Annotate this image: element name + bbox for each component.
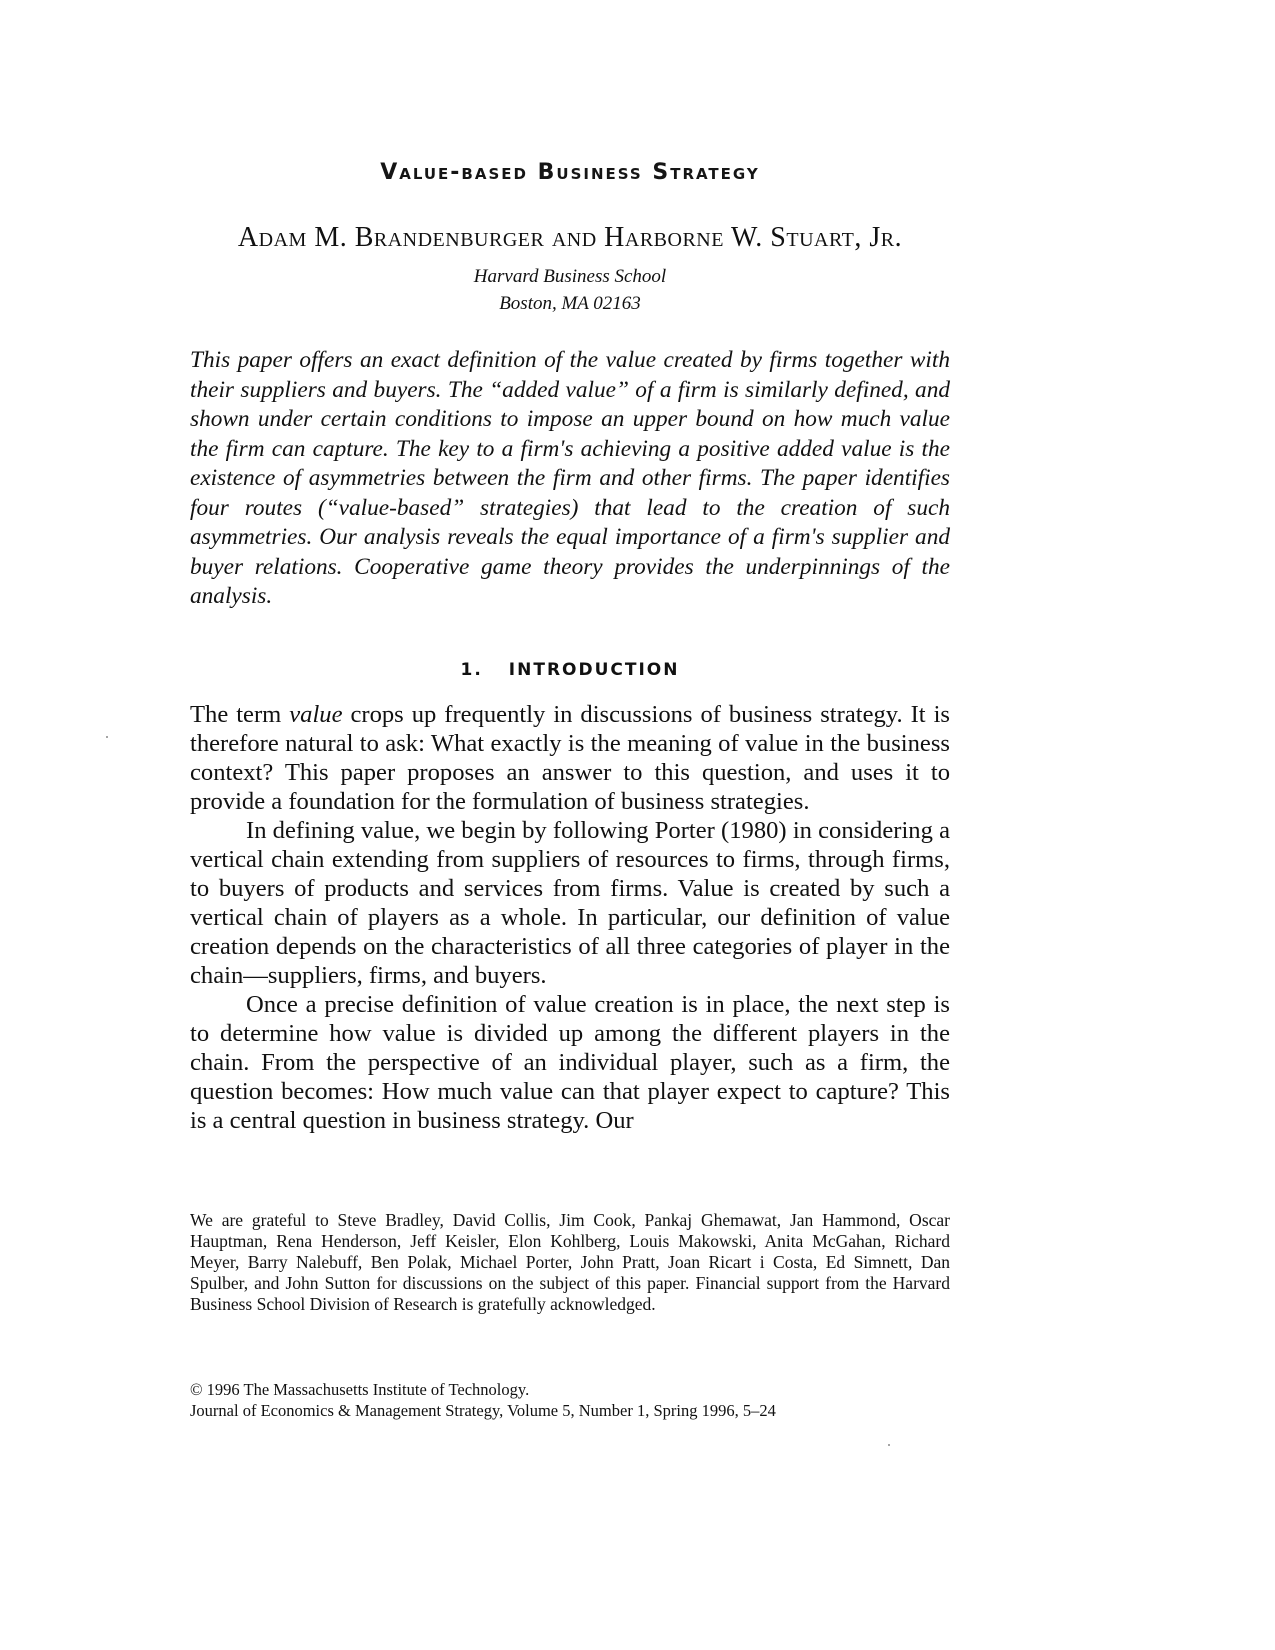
paper-authors: Adam M. Brandenburger and Harborne W. Stuart, Jr. xyxy=(237,222,903,253)
paragraph-1-rest: crops up frequently in discussions of business strategy. It is therefore natural to ask: What exactly is the meaning of value in the business context? This paper proposes an answer to this question, and uses it to provide a foundation for the formulation of business strategies. xyxy=(190,701,950,815)
paragraph-3: Once a precise definition of value creation is in place, the next step is to determine how value is divided up among the different players in the chain. From the perspective of an individual player, such as a firm, the question becomes: How much value can that player expect to capture? This is a central question in business strategy. Our xyxy=(190,991,950,1134)
paragraph-2: In defining value, we begin by following Porter (1980) in considering a vertical chain extending from suppliers of resources to firms, through firms, to buyers of products and services from firms. Value is created by such a vertical chain of players as a whole. In particular, our definition of value creation depends on the characteristics of all three categories of player in the chain—suppliers, firms, and buyers. xyxy=(190,817,950,989)
scan-speck xyxy=(888,1444,890,1446)
paper-title: Value-based Business Strategy xyxy=(380,160,760,185)
introduction-body xyxy=(190,700,950,1135)
paper-abstract: This paper offers an exact definition of the value created by firms together with their suppliers and buyers. The “added value” of a firm is similarly defined, and shown under certain conditions to impose an upper bound on how much value the firm can capture. The key to a firm's achieving a positive added value is the existence of asymmetries between the firm and other firms. The paper identifies four routes (“value-based” strategies) that lead to the creation of such asymmetries. Our analysis reveals the equal importance of a firm's supplier and buyer relations. Cooperative game theory provides the underpinnings of the analysis. xyxy=(190,347,950,609)
acknowledgements-footnote: We are grateful to Steve Bradley, David Collis, Jim Cook, Pankaj Ghemawat, Jan Hammond, Oscar Hauptman, Rena Henderson, Jeff Keisler, Elon Kohlberg, Louis Makowski, Anita McGahan, Richard Meyer, Barry Nalebuff, Ben Polak, Michael Porter, John Pratt, Joan Ricart i Costa, Ed Simnett, Dan Spulber, and John Sutton for discussions on the subject of this paper. Financial support from the Harvard Business School Division of Research is gratefully acknowledged. xyxy=(190,1210,950,1314)
author-location: Boston, MA 02163 xyxy=(499,293,641,314)
section-title: INTRODUCTION xyxy=(508,660,680,680)
section-number: 1. xyxy=(460,660,483,680)
paragraph-1-emphasis: value xyxy=(289,701,343,728)
journal-citation: Journal of Economics & Management Strategy, Volume 5, Number 1, Spring 1996, 5–24 xyxy=(190,1401,776,1420)
copyright-line: © 1996 The Massachusetts Institute of Technology. xyxy=(190,1380,530,1399)
scan-speck xyxy=(106,736,108,738)
paragraph-1-lead: The term xyxy=(190,701,290,728)
paragraph-1 xyxy=(190,700,950,816)
section-heading xyxy=(190,660,950,680)
publication-info xyxy=(190,1379,950,1421)
author-institution: Harvard Business School xyxy=(473,266,667,287)
